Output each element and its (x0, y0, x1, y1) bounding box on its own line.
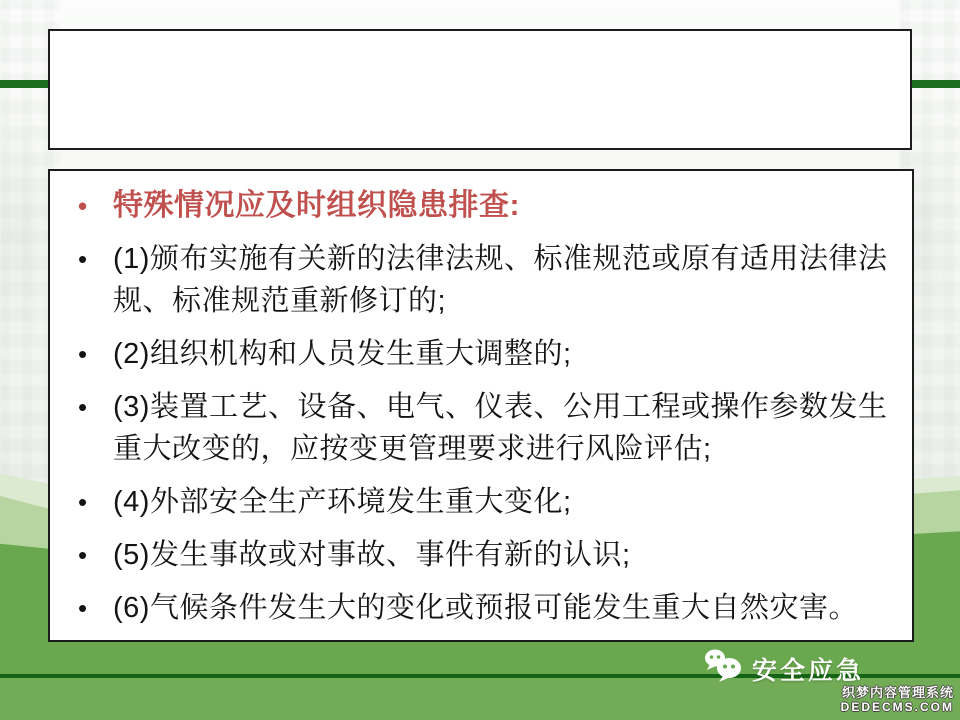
bullet-list (66, 185, 902, 629)
watermark-line1: 织梦内容管理系统 (841, 685, 954, 700)
wechat-account-name: 安全应急 (752, 656, 865, 685)
content-heading: • 特殊情况应及时组织隐患排查: (66, 185, 902, 227)
wechat-icon (702, 648, 744, 689)
wechat-branding (702, 648, 864, 689)
list-item: • (2)组织机构和人员发生重大调整的; (66, 333, 902, 375)
list-item: • (5)发生事故或对事故、事件有新的认识; (66, 534, 902, 576)
list-item: • (1)颁布实施有关新的法律法规、标准规范或原有适用法律法规、标准规范重新修订的; (66, 238, 902, 322)
list-item: • (3)装置工艺、设备、电气、仪表、公用工程或操作参数发生重大改变的，应按变更管理要求进行风险评估; (66, 386, 902, 470)
watermark-line2: DEDECMS.COM (840, 700, 954, 714)
title-placeholder-box (48, 29, 912, 150)
content-box (48, 169, 914, 642)
list-item: • (4)外部安全生产环境发生重大变化; (66, 481, 902, 523)
list-item: • (6)气候条件发生大的变化或预报可能发生重大自然灾害。 (66, 587, 902, 629)
cms-watermark (841, 686, 954, 714)
footer-branding (696, 648, 956, 712)
